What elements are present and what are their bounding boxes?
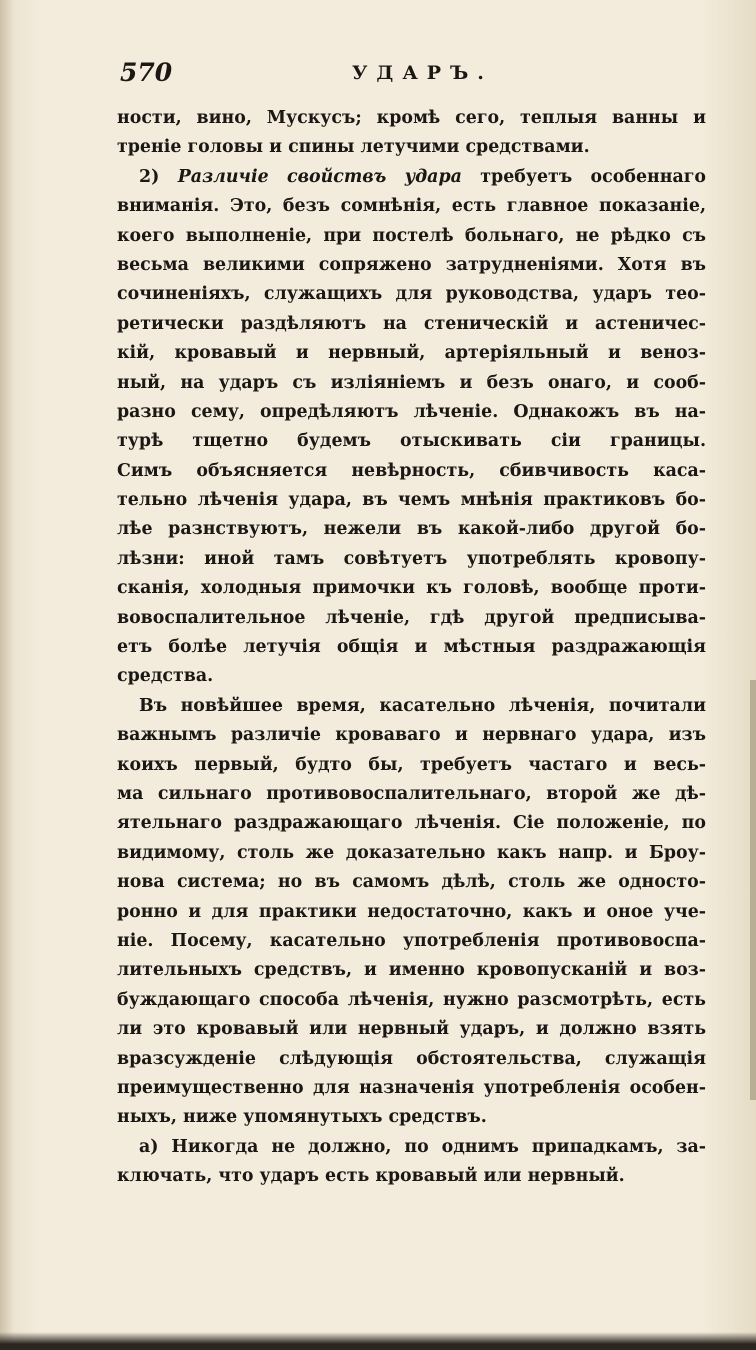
text-line: ма сильнаго противовоспалительнаго, второй же дѣ- [117, 783, 706, 804]
text-line: треніе головы и спины летучими средствами. [117, 137, 590, 158]
text-line: ятельнаго раздражающаго лѣченія. Сіе положеніе, по [117, 813, 706, 834]
text-line: етъ болѣе летучія общія и мѣстныя раздражающія [117, 637, 706, 658]
page-edge [750, 680, 756, 1100]
text-line: ронно и для практики недостаточно, какъ и оное уче- [117, 901, 706, 922]
page-header [120, 58, 680, 94]
text-line: ности, вино, Мускусъ; кромѣ сего, теплыя ванны и [117, 108, 706, 128]
text-line: важнымъ различіе кроваваго и нервнаго удара, изъ [117, 725, 706, 746]
text-line: Въ новѣйшее время, касательно лѣченія, почитали [139, 695, 706, 716]
text-line: ретически раздѣляютъ на стеническій и астеничес- [117, 313, 706, 334]
heading-line-rest: требуетъ особеннаго [480, 166, 706, 187]
text-line: а) Никогда не должно, по однимъ припадкамъ, за- [139, 1136, 706, 1157]
body-text [117, 104, 706, 1191]
text-line: турѣ тщетно будемъ отыскивать сіи границы. [117, 431, 706, 452]
text-line: ныхъ, ниже упомянутыхъ средствъ. [117, 1107, 487, 1128]
text-line: разно сему, опредѣляютъ лѣченіе. Однакожъ въ на- [117, 401, 706, 422]
text-line: буждающаго способа лѣченія, нужно разсмотрѣть, есть [117, 989, 706, 1010]
paragraph-heading-line [117, 163, 706, 192]
text-line: нова система; но въ самомъ дѣлѣ, столь же односто- [117, 872, 706, 893]
text-line: весьма великими сопряжено затрудненіями. Хотя въ [117, 254, 706, 275]
paragraph-number: 2) [139, 166, 160, 187]
gutter-shadow [0, 0, 14, 1350]
scan-bottom-edge [0, 1332, 756, 1350]
text-line: ніе. Посему, касательно употребленія противовоспа- [117, 930, 706, 951]
text-line: преимущественно для назначенія употребленія особен- [117, 1077, 706, 1098]
text-line: лѣе разнствуютъ, нежели въ какой-либо другой бо- [117, 519, 706, 540]
text-line: кій, кровавый и нервный, артеріяльный и веноз- [117, 343, 706, 364]
text-line: ключать, что ударъ есть кровавый или нервный. [117, 1166, 625, 1187]
page-number: 570 [120, 58, 173, 87]
text-line: сканія, холодныя примочки къ головѣ, вообще проти- [117, 578, 706, 599]
text-line: лительныхъ средствъ, и именно кровопусканій и воз- [117, 960, 706, 981]
text-line: вразсужденіе слѣдующія обстоятельства, служащія [117, 1048, 706, 1069]
text-line: ли это кровавый или нервный ударъ, и должно взять [117, 1019, 706, 1040]
italic-heading: Различіе свойствъ удара [177, 166, 462, 187]
text-line: вовоспалительное лѣченіе, гдѣ другой предписыва- [117, 607, 706, 628]
text-line: Симъ объясняется невѣрность, сбивчивость каса- [117, 460, 706, 481]
text-line: ный, на ударъ съ изліяніемъ и безъ онаго, и сооб- [117, 372, 706, 393]
text-line: коего выполненіе, при постелѣ больнаго, не рѣдко съ [117, 225, 706, 246]
text-line: видимому, столь же доказательно какъ напр. и Броу- [117, 842, 706, 863]
text-line: сочиненіяхъ, служащихъ для руководства, ударъ тео- [117, 284, 706, 305]
text-line: средства. [117, 666, 214, 687]
text-line: коихъ первый, будто бы, требуетъ частаго и весь- [117, 754, 706, 775]
running-title: УДАРЪ. [352, 62, 493, 84]
text-line: вниманія. Это, безъ сомнѣнія, есть главное показаніе, [117, 196, 706, 217]
text-line: лѣзни: иной тамъ совѣтуетъ употреблять кровопу- [117, 548, 706, 569]
text-line: тельно лѣченія удара, въ чемъ мнѣнія практиковъ бо- [117, 490, 706, 511]
